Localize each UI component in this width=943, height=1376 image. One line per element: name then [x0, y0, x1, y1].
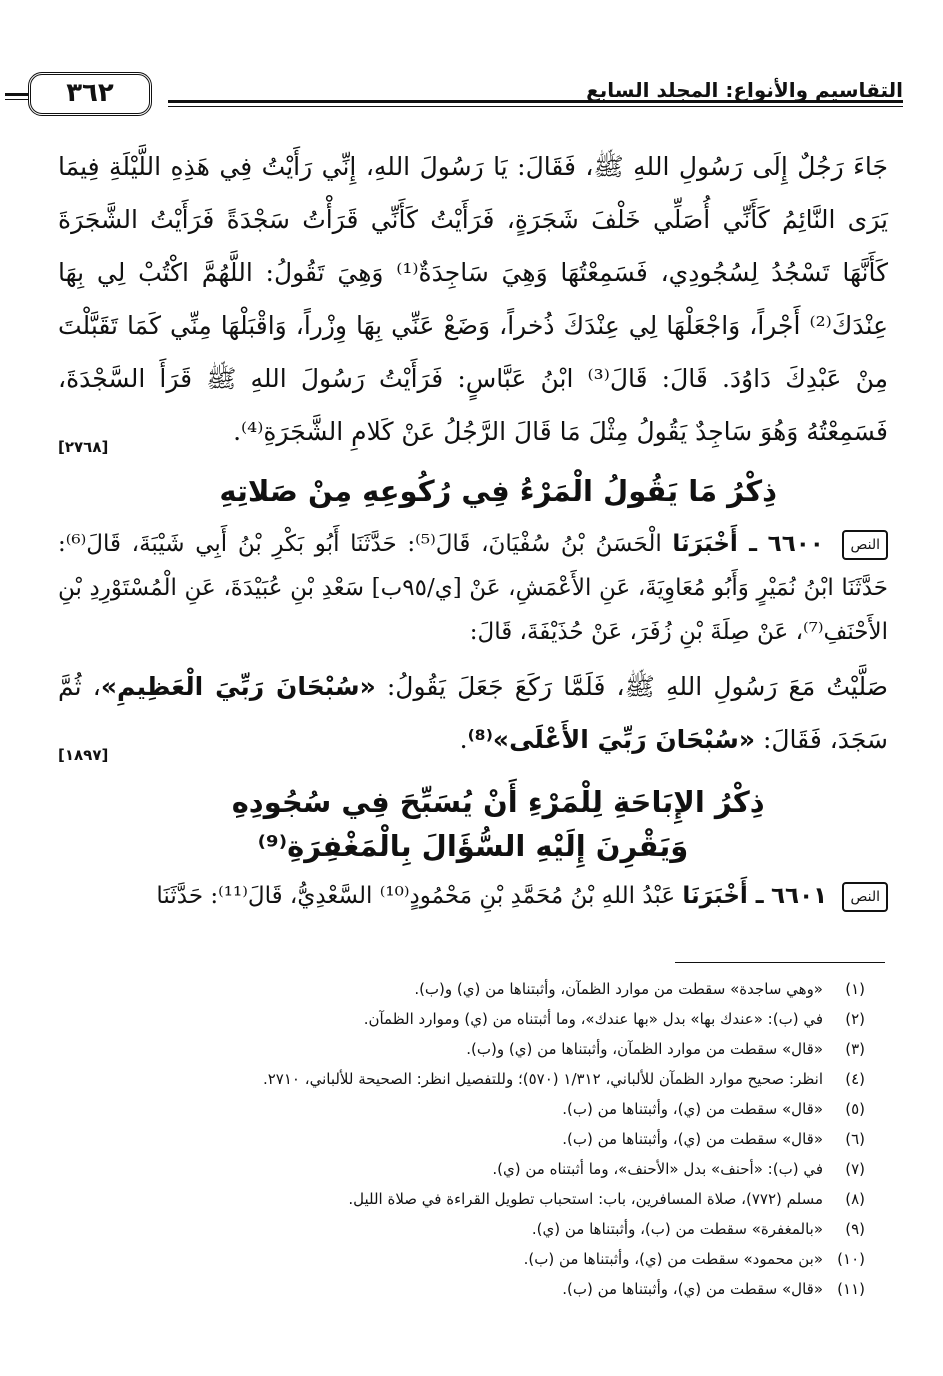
footnote [60, 1184, 865, 1214]
footnote [60, 1094, 865, 1124]
footnote-text: مسلم (٧٧٢)، صلاة المسافرين، باب: استحباب تطويل القراءة في صلاة الليل. [348, 1190, 823, 1208]
quote-ala: «سُبْحَانَ رَبِّيَ الأَعْلَى»⁽⁸⁾ [467, 725, 756, 754]
footnote-number: (٩) [845, 1220, 865, 1238]
akhbarana-label: ـ أَخْبَرَنَا [672, 531, 758, 557]
footnote-text: في (ب): «عندك بها» بدل «بها عندك»، وما أثبتناه من (ي) وموارد الظمآن. [363, 1010, 823, 1028]
hadith-6600-isnad [58, 522, 888, 654]
footnote [60, 1064, 865, 1094]
main-text [58, 140, 888, 918]
footnote-number: (٧) [845, 1160, 865, 1178]
text-marker-icon: النص [842, 882, 888, 912]
matn-mid: ، ثُمَّ سَجَدَ، فَقَالَ: [58, 672, 888, 754]
footnote [60, 974, 865, 1004]
footnote-number: (٤) [845, 1070, 865, 1088]
text-marker-icon: النص [842, 530, 888, 560]
footnote [60, 1004, 865, 1034]
chapter-heading-2-line1: ذِكْرُ الإِبَاحَةِ لِلْمَرْءِ أَنْ يُسَبِّحَ فِي سُجُودِهِ [231, 785, 765, 819]
page-number: ٣٦٢ [28, 72, 152, 116]
footnote [60, 1154, 865, 1184]
footnote-text: انظر: صحيح موارد الظمآن للألباني، ١/٣١٢ (٥٧٠)؛ وللتفصيل انظر: الصحيحة للألباني، ٢٧١٠. [262, 1070, 823, 1088]
hadith-number: ٦٦٠١ [771, 883, 828, 909]
footnote-number: (٥) [845, 1100, 865, 1118]
footnote-text: «قال» سقطت من (ي)، وأثبتناها من (ب). [562, 1280, 823, 1298]
footnote-divider [675, 962, 885, 963]
footnote-text: «قال» سقطت من (ي)، وأثبتناها من (ب). [562, 1100, 823, 1118]
footnote-number: (٦) [845, 1130, 865, 1148]
hadith-6600-matn [58, 660, 888, 766]
footnotes [60, 974, 865, 1304]
intro-text: جَاءَ رَجُلٌ إِلَى رَسُولِ اللهِ ﷺ، فَقَالَ: يَا رَسُولَ اللهِ، إِنِّي رَأَيْتُ فِي هَذِهِ اللَّيْلَةِ فِيمَا يَرَى النَّائِمُ كَأَنِّي أُصَلِّي خَلْفَ شَجَرَةٍ، فَرَأَيْتُ كَأَنِّي قَرَأْتُ سَجْدَةً فَرَأَيْتُ الشَّجَرَةَ كَأَنَّهَا تَسْجُدُ لِسُجُودِي، فَسَمِعْتُهَا وَهِيَ سَاجِدَةٌ⁽¹⁾ وَهِيَ تَقُولُ: اللَّهُمَّ اكْتُبْ لِي بِهَا عِنْدَكَ⁽²⁾ أَجْراً، وَاجْعَلْهَا لِي عِنْدَكَ ذُخراً، وَضَعْ عَنِّي بِهَا وِزْراً، وَاقْبَلْهَا مِنِّي كَمَا تَقَبَّلْتَ مِنْ عَبْدِكَ دَاوُدَ. قَالَ: قَالَ⁽³⁾ ابْنُ عَبَّاسٍ: فَرَأَيْتُ رَسُولَ اللهِ ﷺ قَرَأَ السَّجْدَةَ، فَسَمِعْتُهُ وَهُوَ سَاجِدٌ يَقُولُ مِثْلَ مَا قَالَ الرَّجُلُ عَنْ كَلامِ الشَّجَرَةِ⁽⁴⁾. [58, 152, 888, 446]
footnote [60, 1244, 865, 1274]
matn-end: . [459, 725, 468, 754]
intro-ref: [٢٧٦٨] [58, 438, 109, 456]
footnote [60, 1124, 865, 1154]
footnote-number: (١) [845, 980, 865, 998]
chapter-heading-2 [58, 780, 888, 868]
isnad-text: الْحَسَنُ بْنُ سُفْيَانَ، قَالَ⁽⁵⁾: حَدَّثَنَا أَبُو بَكْرِ بْنُ أَبِي شَيْبَةَ، قَالَ⁽⁶⁾: حَدَّثَنَا ابْنُ نُمَيْرٍ وَأَبُو مُعَاوِيَةَ، عَنِ الأَعْمَشِ، عَنْ [ي/٩٥ب] سَعْدِ بْنِ عُبَيْدَةَ، عَنِ الْمُسْتَوْرِدِ بْنِ الأَحْنَفِ⁽⁷⁾، عَنْ صِلَةَ بْنِ زُفَرَ، عَنْ حُذَيْفَةَ، قَالَ: [58, 531, 888, 645]
hadith-6601-isnad [58, 874, 888, 918]
intro-paragraph [58, 140, 888, 458]
hadith-6600-ref: [١٨٩٧] [58, 746, 109, 764]
footnote-number: (١١) [837, 1280, 865, 1298]
footnote-number: (١٠) [837, 1250, 865, 1268]
footnote-text: «قال» سقطت من موارد الظمآن، وأثبتناها من (ي) و(ب). [466, 1040, 823, 1058]
footnote [60, 1274, 865, 1304]
isnad-text: عَبْدُ اللهِ بْنُ مُحَمَّدِ بْنِ مَحْمُودٍ⁽¹⁰⁾ السَّعْدِيُّ، قَالَ⁽¹¹⁾: حَدَّثَنَا [156, 883, 676, 909]
footnote-number: (٣) [845, 1040, 865, 1058]
footnote [60, 1214, 865, 1244]
footnote-number: (٢) [845, 1010, 865, 1028]
footnote-text: «وهي ساجدة» سقطت من موارد الظمآن، وأثبتناها من (ي) و(ب). [414, 980, 823, 998]
footnote-text: «بن محمود» سقطت من (ي)، وأثبتناها من (ب). [523, 1250, 823, 1268]
page-header [28, 72, 903, 116]
running-title: التقاسيم والأنواع: المجلد السابع [586, 78, 903, 102]
header-rule [168, 100, 903, 107]
footnote [60, 1034, 865, 1064]
footnote-text: «بالمغفرة» سقطت من (ب)، وأثبتناها من (ي). [531, 1220, 823, 1238]
footnote-text: في (ب): «أحنف» بدل «الأحنف»، وما أثبتناه من (ي). [492, 1160, 823, 1178]
footnote-text: «قال» سقطت من (ي)، وأثبتناها من (ب). [562, 1130, 823, 1148]
chapter-heading-1: ذِكْرُ مَا يَقُولُ الْمَرْءُ فِي رُكُوعِهِ مِنْ صَلاتِهِ [219, 474, 777, 508]
akhbarana-label: ـ أَخْبَرَنَا [682, 883, 764, 909]
footnote-number: (٨) [845, 1190, 865, 1208]
chapter-heading-2-line2: وَيَقْرِنَ إِلَيْهِ السُّؤَالَ بِالْمَغْفِرَةِ⁽⁹⁾ [257, 829, 689, 863]
matn-start: صَلَّيْتُ مَعَ رَسُولِ اللهِ ﷺ، فَلَمَّا رَكَعَ جَعَلَ يَقُولُ: [386, 672, 888, 701]
hadith-number: ٦٦٠٠ [767, 531, 824, 557]
quote-azim: «سُبْحَانَ رَبِّيَ الْعَظِيمِ» [100, 672, 376, 701]
